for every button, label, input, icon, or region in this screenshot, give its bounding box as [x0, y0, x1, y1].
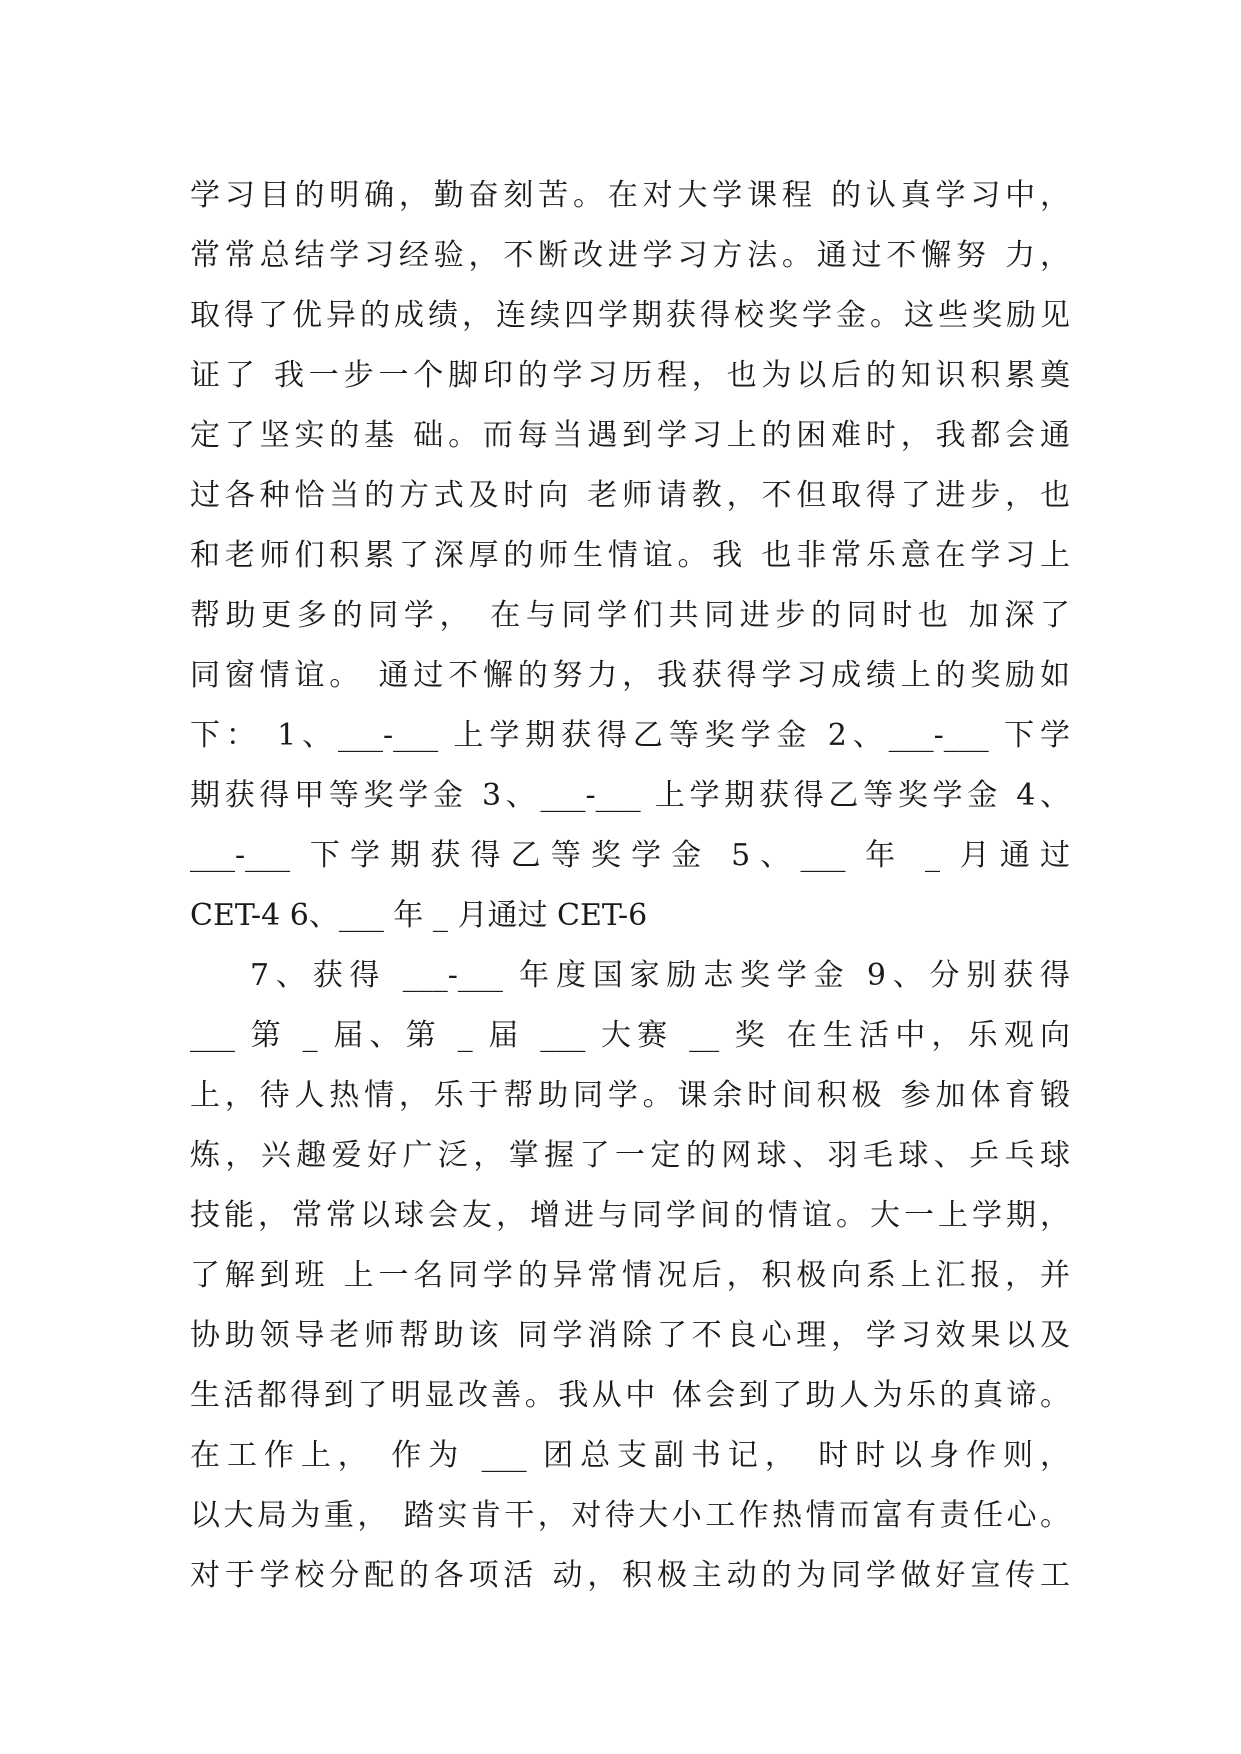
text-line: 证了 我一步一个脚印的学习历程，也为以后的知识积累奠: [190, 358, 1070, 393]
text-line: 以大局为重， 踏实肯干，对待大小工作热情而富有责任心。: [190, 1498, 1070, 1533]
text-line: 下： 1、___-___ 上学期获得乙等奖学金 2、___-___ 下学: [190, 718, 1070, 753]
text-line: 帮助更多的同学， 在与同学们共同进步的同时也 加深了: [190, 598, 1070, 633]
text-line: 学习目的明确，勤奋刻苦。在对大学课程 的认真学习中，: [190, 178, 1070, 213]
text-line: 和老师们积累了深厚的师生情谊。我 也非常乐意在学习上: [190, 538, 1070, 573]
text-line: 上，待人热情，乐于帮助同学。课余时间积极 参加体育锻: [190, 1078, 1070, 1113]
text-line: 7、获得 ___-___ 年度国家励志奖学金 9、分别获得: [250, 958, 1070, 993]
text-line: 协助领导老师帮助该 同学消除了不良心理，学习效果以及: [190, 1318, 1070, 1353]
text-line: 炼，兴趣爱好广泛，掌握了一定的网球、羽毛球、乒乓球: [190, 1138, 1070, 1173]
text-line: 在工作上， 作为 ___ 团总支副书记， 时时以身作则，: [190, 1438, 1070, 1473]
text-line: 同窗情谊。 通过不懈的努力，我获得学习成绩上的奖励如: [190, 658, 1070, 693]
text-line: 期获得甲等奖学金 3、___-___ 上学期获得乙等奖学金 4、: [190, 778, 1070, 813]
text-line: ___-___ 下学期获得乙等奖学金 5、___ 年 _ 月通过: [190, 838, 1070, 873]
text-line: 技能，常常以球会友，增进与同学间的情谊。大一上学期，: [190, 1198, 1070, 1233]
text-line: 过各种恰当的方式及时向 老师请教，不但取得了进步，也: [190, 478, 1070, 513]
text-line: 定了坚实的基 础。而每当遇到学习上的困难时，我都会通: [190, 418, 1070, 453]
text-line: 对于学校分配的各项活 动，积极主动的为同学做好宣传工: [190, 1558, 1070, 1593]
body-text: [190, 166, 1070, 1606]
text-line: 取得了优异的成绩，连续四学期获得校奖学金。这些奖励见: [190, 298, 1070, 333]
text-line: CET-4 6、___ 年 _ 月通过 CET-6: [190, 898, 648, 933]
text-line: ___ 第 _ 届、第 _ 届 ___ 大赛 __ 奖 在生活中，乐观向: [190, 1018, 1070, 1053]
text-line: 常常总结学习经验，不断改进学习方法。通过不懈努 力，: [190, 238, 1070, 273]
text-line: 了解到班 上一名同学的异常情况后，积极向系上汇报，并: [190, 1258, 1070, 1293]
text-line: 生活都得到了明显改善。我从中 体会到了助人为乐的真谛。: [190, 1378, 1070, 1413]
